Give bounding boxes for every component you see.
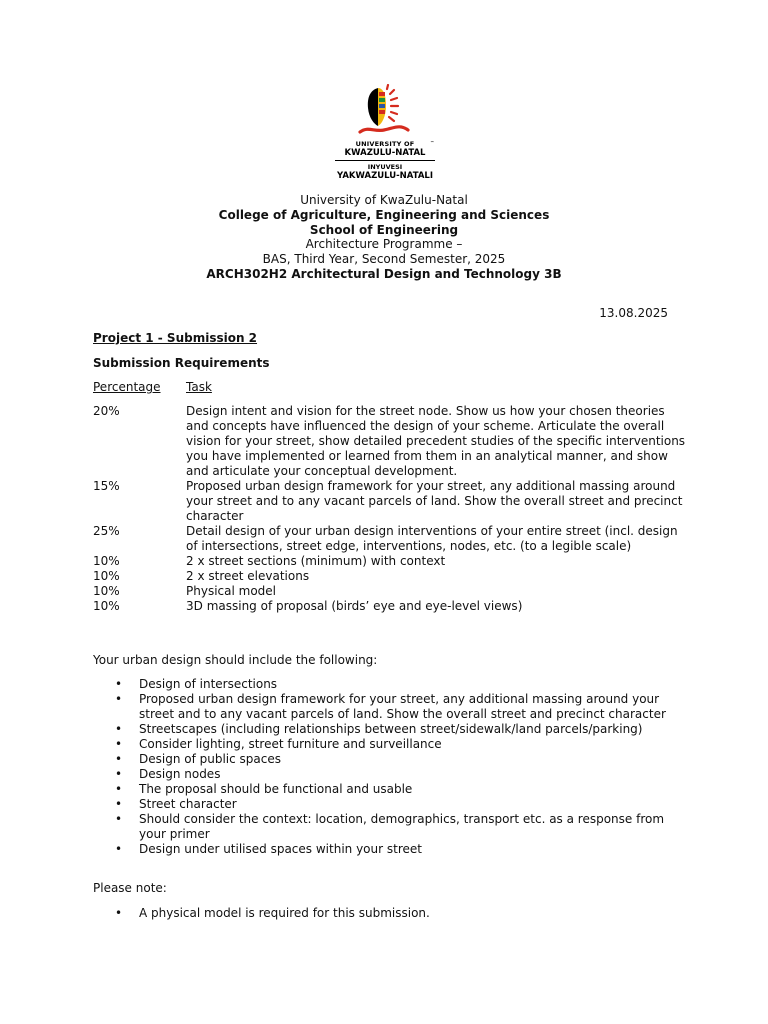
table-row	[93, 479, 693, 524]
row-task: 2 x street elevations	[186, 569, 310, 583]
requirements-table	[93, 404, 693, 614]
logo-line-university-of: UNIVERSITY OF	[355, 140, 415, 148]
row-task: Detail design of your urban design interventions of your entire street (incl. design of intersections, street edge, interventions, nodes, etc. (to a legible scale)	[186, 524, 678, 553]
document-header	[0, 193, 768, 282]
list-item	[93, 782, 693, 797]
list-item-text: Consider lighting, street furniture and surveillance	[139, 737, 442, 751]
bullet-icon: •	[115, 812, 123, 826]
bullet-icon: •	[115, 692, 123, 706]
list-item	[93, 797, 693, 812]
row-percentage: 10%	[93, 569, 120, 583]
ukzn-emblem-icon	[330, 84, 440, 140]
row-percentage: 25%	[93, 524, 120, 538]
row-task: 2 x street sections (minimum) with context	[186, 554, 446, 568]
list-item	[93, 737, 693, 752]
bullet-icon: •	[115, 906, 123, 920]
logo-divider	[335, 160, 435, 161]
bullet-icon: •	[115, 722, 123, 736]
table-row	[93, 584, 693, 599]
list-item-text: Streetscapes (including relationships between street/sidewalk/land parcels/parking)	[139, 722, 643, 736]
row-percentage: 15%	[93, 479, 120, 493]
list-item-text: Proposed urban design framework for your street, any additional massing around your street and to any vacant parcels of land. Show the overall street and precinct character	[139, 692, 666, 721]
list-item-text: Design nodes	[139, 767, 221, 781]
note-list	[93, 906, 693, 921]
university-name: University of KwaZulu-Natal	[300, 193, 468, 207]
table-row	[93, 569, 693, 584]
logo-line-yakwazulu-natali: YAKWAZULU-NATALI	[336, 171, 433, 181]
year-semester: BAS, Third Year, Second Semester, 2025	[262, 252, 506, 267]
row-task: Physical model	[186, 584, 276, 598]
row-percentage: 10%	[93, 599, 120, 613]
list-item-text: Design of intersections	[139, 677, 278, 691]
note-label: Please note:	[93, 881, 167, 895]
list-item-text: The proposal should be functional and usable	[139, 782, 413, 796]
requirements-heading: Submission Requirements	[93, 356, 270, 370]
list-item	[93, 842, 693, 857]
school-name: School of Engineering	[309, 222, 459, 237]
column-header-task: Task	[186, 380, 212, 394]
project-title: Project 1 - Submission 2	[93, 331, 258, 345]
list-item	[93, 722, 693, 737]
list-item-text: Design of public spaces	[139, 752, 282, 766]
logo-line-inyuvesi: INYUVESI	[367, 163, 403, 171]
college-name: College of Agriculture, Engineering and Sciences	[218, 207, 550, 222]
row-task: Design intent and vision for the street node. Show us how your chosen theories and concepts have influenced the design of your scheme. Articulate the overall vision for your street, show detailed precedent studies of the specific interventions you have implemented or learned from them in an analytical manner, and show and articulate your conceptual development.	[186, 404, 686, 478]
logo-trademark: ™	[430, 140, 434, 145]
row-task: 3D massing of proposal (birds’ eye and eye-level views)	[186, 599, 523, 613]
module-title: ARCH302H2 Architectural Design and Technology 3B	[206, 266, 562, 281]
list-item	[93, 677, 693, 692]
list-item	[93, 752, 693, 767]
bullet-icon: •	[115, 767, 123, 781]
programme-name: Architecture Programme –	[305, 237, 463, 252]
bullet-icon: •	[115, 797, 123, 811]
table-row	[93, 524, 693, 554]
row-percentage: 10%	[93, 554, 120, 568]
list-item-text: A physical model is required for this submission.	[139, 906, 430, 920]
document-date: 13.08.2025	[599, 306, 668, 320]
include-intro: Your urban design should include the following:	[93, 653, 378, 667]
list-item	[93, 767, 693, 782]
table-row	[93, 599, 693, 614]
column-header-percentage: Percentage	[93, 380, 161, 394]
list-item-text: Design under utilised spaces within your street	[139, 842, 422, 856]
bullet-icon: •	[115, 677, 123, 691]
row-percentage: 10%	[93, 584, 120, 598]
include-list	[93, 677, 693, 857]
bullet-icon: •	[115, 842, 123, 856]
row-percentage: 20%	[93, 404, 120, 418]
bullet-icon: •	[115, 737, 123, 751]
list-item	[93, 692, 693, 722]
list-item	[93, 812, 693, 842]
table-row	[93, 554, 693, 569]
bullet-icon: •	[115, 782, 123, 796]
logo-line-kwazulu-natal: KWAZULU-NATAL	[344, 148, 426, 158]
list-item-text: Street character	[139, 797, 237, 811]
list-item	[93, 906, 693, 921]
table-row	[93, 404, 693, 479]
university-logo	[330, 84, 440, 184]
list-item-text: Should consider the context: location, demographics, transport etc. as a response from your primer	[139, 812, 665, 841]
row-task: Proposed urban design framework for your street, any additional massing around your street and to any vacant parcels of land. Show the overall street and precinct character	[186, 479, 683, 523]
bullet-icon: •	[115, 752, 123, 766]
